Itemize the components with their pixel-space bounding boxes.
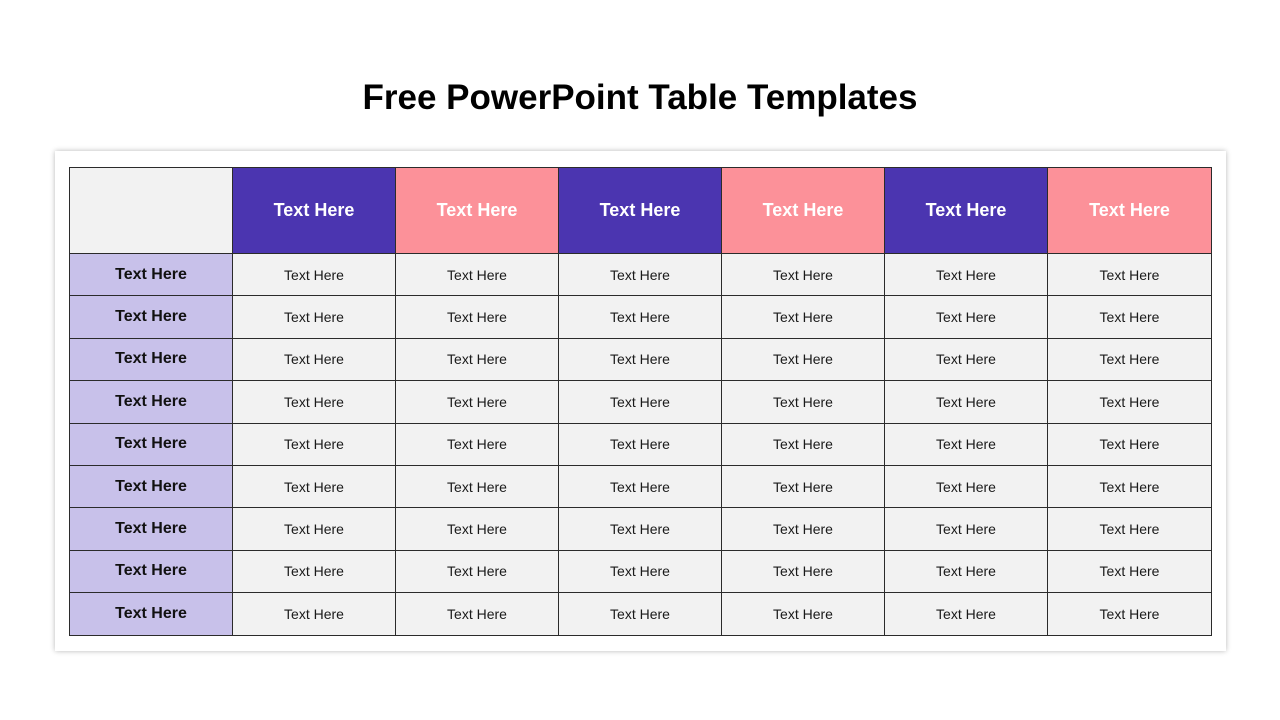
table-cell: Text Here xyxy=(885,296,1048,338)
table-cell: Text Here xyxy=(396,381,559,423)
table-cell: Text Here xyxy=(885,550,1048,592)
column-header-4: Text Here xyxy=(722,168,885,254)
table-row xyxy=(70,338,1212,380)
table-cell: Text Here xyxy=(885,338,1048,380)
row-label: Text Here xyxy=(70,593,233,635)
table-cell: Text Here xyxy=(722,423,885,465)
table-cell: Text Here xyxy=(396,296,559,338)
header-row xyxy=(70,168,1212,254)
table-cell: Text Here xyxy=(233,338,396,380)
table-cell: Text Here xyxy=(885,423,1048,465)
table-cell: Text Here xyxy=(1048,465,1212,507)
corner-cell xyxy=(70,168,233,254)
table-cell: Text Here xyxy=(233,381,396,423)
column-header-2: Text Here xyxy=(396,168,559,254)
table-row xyxy=(70,465,1212,507)
table-row xyxy=(70,508,1212,550)
slide-title: Free PowerPoint Table Templates xyxy=(362,78,918,117)
table-cell: Text Here xyxy=(233,550,396,592)
table-cell: Text Here xyxy=(722,508,885,550)
table-cell: Text Here xyxy=(722,550,885,592)
table-row xyxy=(70,381,1212,423)
row-label: Text Here xyxy=(70,508,233,550)
table-cell: Text Here xyxy=(396,593,559,635)
table-cell: Text Here xyxy=(233,423,396,465)
row-label: Text Here xyxy=(70,550,233,592)
table-cell: Text Here xyxy=(885,254,1048,296)
table-cell: Text Here xyxy=(233,254,396,296)
table-cell: Text Here xyxy=(396,338,559,380)
table-cell: Text Here xyxy=(233,508,396,550)
row-label: Text Here xyxy=(70,423,233,465)
table-cell: Text Here xyxy=(722,465,885,507)
row-label: Text Here xyxy=(70,254,233,296)
column-header-6: Text Here xyxy=(1048,168,1212,254)
table-cell: Text Here xyxy=(396,508,559,550)
table-cell: Text Here xyxy=(1048,593,1212,635)
table-cell: Text Here xyxy=(1048,254,1212,296)
table-card xyxy=(55,151,1226,651)
table-row xyxy=(70,296,1212,338)
table-cell: Text Here xyxy=(722,296,885,338)
column-header-3: Text Here xyxy=(559,168,722,254)
table-cell: Text Here xyxy=(722,381,885,423)
table-cell: Text Here xyxy=(559,593,722,635)
table-cell: Text Here xyxy=(559,296,722,338)
table-cell: Text Here xyxy=(396,423,559,465)
row-label: Text Here xyxy=(70,296,233,338)
table-cell: Text Here xyxy=(885,508,1048,550)
table-cell: Text Here xyxy=(559,508,722,550)
table-header xyxy=(70,168,1212,254)
table-row xyxy=(70,423,1212,465)
table-cell: Text Here xyxy=(396,550,559,592)
table-cell: Text Here xyxy=(1048,508,1212,550)
table-cell: Text Here xyxy=(885,465,1048,507)
table-row xyxy=(70,254,1212,296)
table-cell: Text Here xyxy=(1048,338,1212,380)
table-cell: Text Here xyxy=(396,254,559,296)
table-cell: Text Here xyxy=(233,593,396,635)
table-body xyxy=(70,254,1212,636)
table-cell: Text Here xyxy=(1048,296,1212,338)
data-table xyxy=(69,167,1212,636)
row-label: Text Here xyxy=(70,465,233,507)
table-cell: Text Here xyxy=(885,593,1048,635)
table-cell: Text Here xyxy=(1048,381,1212,423)
table-cell: Text Here xyxy=(1048,423,1212,465)
table-cell: Text Here xyxy=(722,254,885,296)
table-cell: Text Here xyxy=(722,593,885,635)
table-cell: Text Here xyxy=(233,296,396,338)
table-cell: Text Here xyxy=(396,465,559,507)
table-cell: Text Here xyxy=(559,465,722,507)
table-cell: Text Here xyxy=(559,381,722,423)
table-row xyxy=(70,593,1212,635)
table-cell: Text Here xyxy=(559,550,722,592)
column-header-5: Text Here xyxy=(885,168,1048,254)
row-label: Text Here xyxy=(70,381,233,423)
table-cell: Text Here xyxy=(559,423,722,465)
table-row xyxy=(70,550,1212,592)
table-cell: Text Here xyxy=(559,254,722,296)
column-header-1: Text Here xyxy=(233,168,396,254)
table-cell: Text Here xyxy=(885,381,1048,423)
table-cell: Text Here xyxy=(1048,550,1212,592)
row-label: Text Here xyxy=(70,338,233,380)
table-cell: Text Here xyxy=(233,465,396,507)
table-cell: Text Here xyxy=(722,338,885,380)
table-cell: Text Here xyxy=(559,338,722,380)
